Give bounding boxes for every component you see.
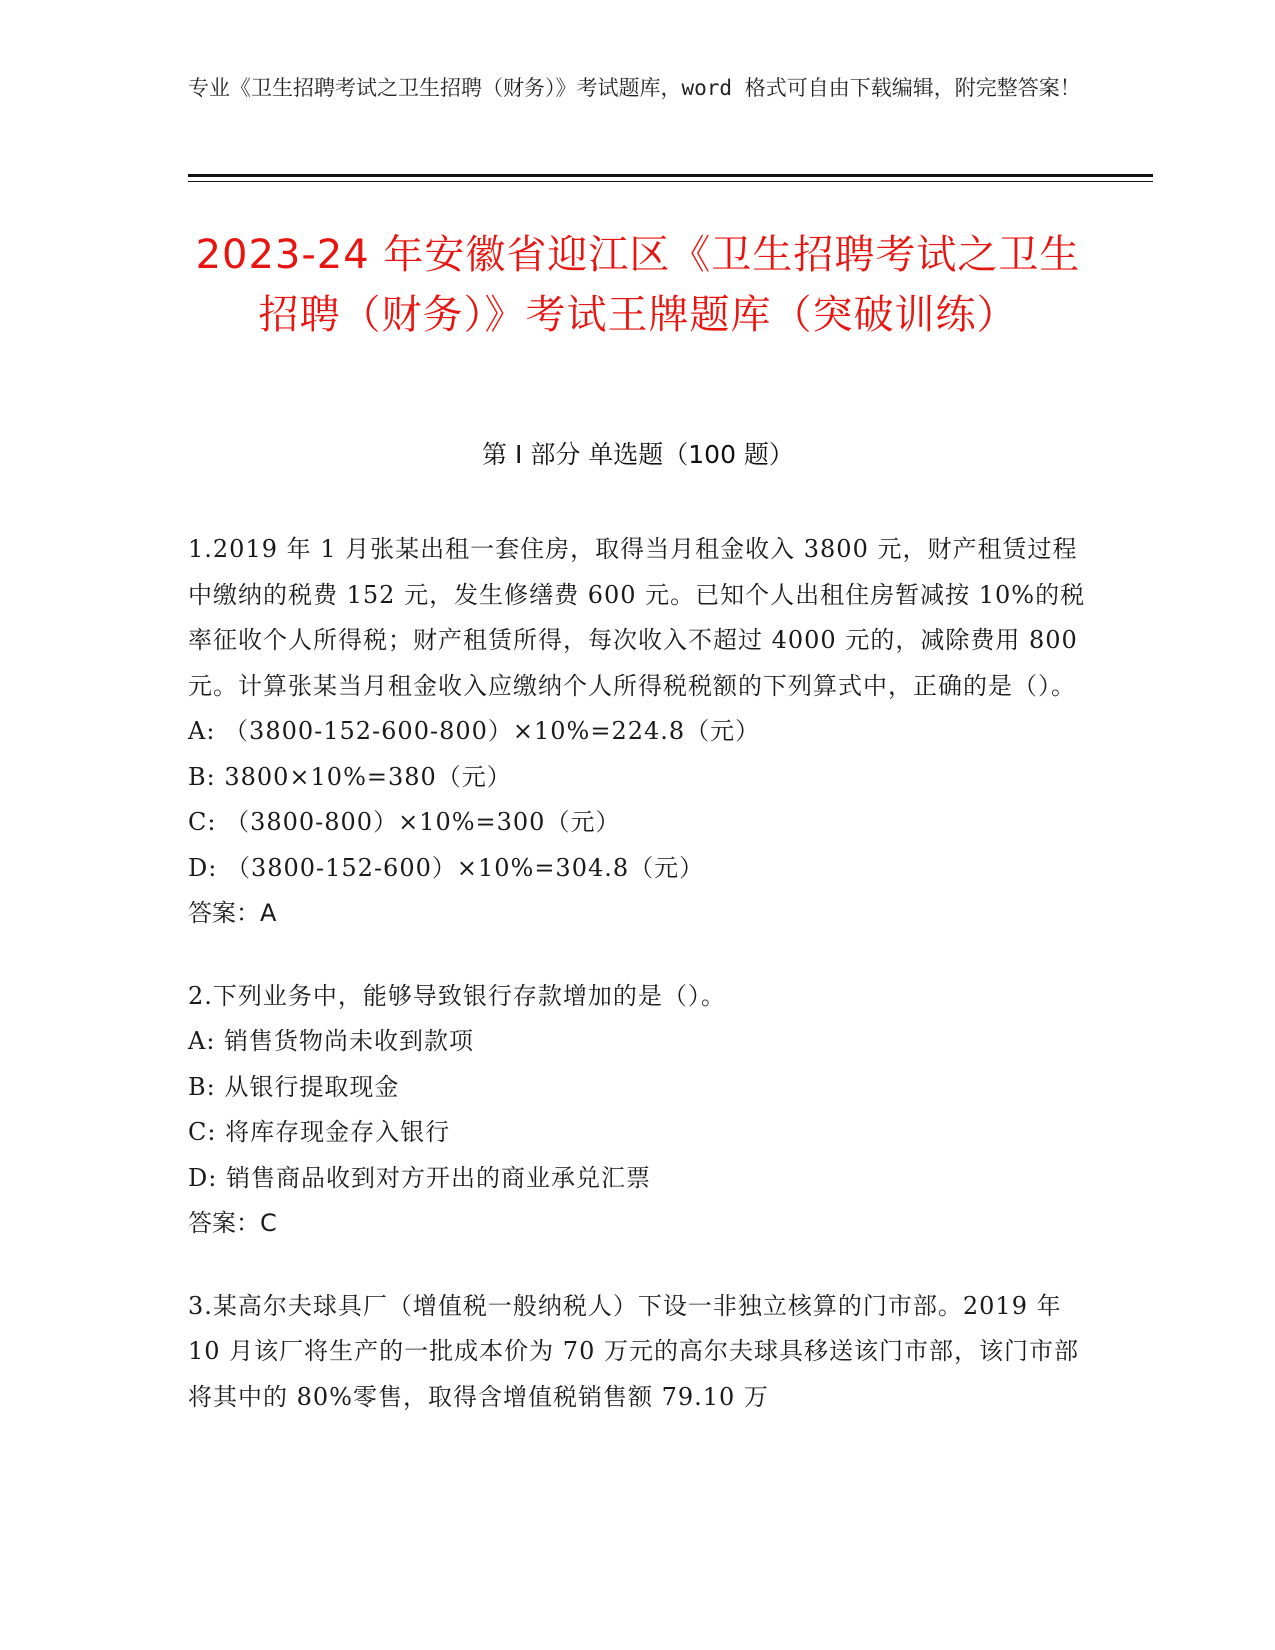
question-stem: 1.2019 年 1 月张某出租一套住房，取得当月租金收入 3800 元，财产租赁过程中缴纳的税费 152 元，发生修缮费 600 元。已知个人出租住房暂减按 10%的税率征收个人所得税；财产租赁所得，每次收入不超过 4000 元的，减除费用 800 元。计算张某当月租金收入应缴纳个人所得税税额的下列算式中，正确的是（）。 <box>188 535 1086 700</box>
header-divider-thick <box>188 174 1153 177</box>
question-list <box>188 527 1088 1457</box>
option-a: A: 销售货物尚未收到款项 <box>188 1027 475 1055</box>
question-stem: 2.下列业务中，能够导致银行存款增加的是（）。 <box>188 981 726 1010</box>
option-b: B: 从银行提取现金 <box>188 1072 400 1101</box>
header-note: 专业《卫生招聘考试之卫生招聘（财务）》考试题库，word 格式可自由下载编辑，附完整答案！ <box>188 76 1081 100</box>
question-3 <box>188 1284 1088 1421</box>
option-d: D: （3800-152-600）×10%=304.8（元） <box>188 853 705 882</box>
option-d: D: 销售商品收到对方开出的商业承兑汇票 <box>188 1163 651 1192</box>
option-c: C: （3800-800）×10%=300（元） <box>188 808 621 836</box>
question-1 <box>188 527 1088 937</box>
option-b: B: 3800×10%=380（元） <box>188 762 512 791</box>
section-heading: 第 I 部分 单选题（100 题） <box>482 440 794 469</box>
option-a: A: （3800-152-600-800）×10%=224.8（元） <box>188 717 761 745</box>
header-divider-thin <box>188 181 1153 182</box>
question-2 <box>188 974 1088 1247</box>
answer-label: 答案：C <box>188 1209 277 1237</box>
option-c: C: 将库存现金存入银行 <box>188 1118 451 1146</box>
question-stem: 3.某高尔夫球具厂（增值税一般纳税人）下设一非独立核算的门市部。2019 年 10 月该厂将生产的一批成本价为 70 万元的高尔夫球具移送该门市部，该门市部将其中的 80%零售，取得含增值税销售额 79.10 万 <box>188 1291 1079 1411</box>
document-title: 2023-24 年安徽省迎江区《卫生招聘考试之卫生招聘（财务）》考试王牌题库（突破训练） <box>195 232 1081 338</box>
answer-label: 答案：A <box>188 899 277 927</box>
